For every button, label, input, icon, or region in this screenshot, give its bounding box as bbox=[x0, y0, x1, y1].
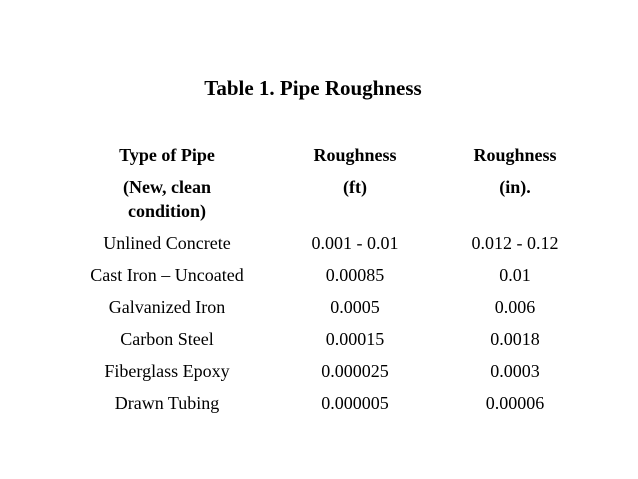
row-in-cell: 0.012 - 0.12 bbox=[471, 233, 559, 253]
row-type-cell: Drawn Tubing bbox=[114, 393, 220, 413]
header-roughness-in-line-1: Roughness bbox=[473, 145, 557, 165]
row-in-cell: 0.01 bbox=[499, 265, 531, 285]
header-roughness-ft-line-1: Roughness bbox=[313, 145, 397, 165]
row-in-cell: 0.0018 bbox=[490, 329, 540, 349]
row-type-cell: Galvanized Iron bbox=[108, 297, 226, 317]
header-type-line-1: Type of Pipe bbox=[119, 145, 215, 165]
row-ft-cell: 0.00015 bbox=[325, 329, 385, 349]
row-type-cell: Cast Iron – Uncoated bbox=[90, 265, 244, 285]
row-ft-cell: 0.0005 bbox=[330, 297, 380, 317]
row-in-cell: 0.006 bbox=[494, 297, 536, 317]
row-type-cell: Fiberglass Epoxy bbox=[104, 361, 230, 381]
row-in-cell: 0.00006 bbox=[485, 393, 545, 413]
header-roughness-in-line-2: (in). bbox=[499, 177, 531, 197]
header-roughness-ft-line-2: (ft) bbox=[343, 177, 367, 197]
table-title: Table 1. Pipe Roughness bbox=[204, 76, 422, 100]
header-type-line-2: (New, clean bbox=[123, 177, 211, 197]
row-ft-cell: 0.001 - 0.01 bbox=[311, 233, 399, 253]
row-type-cell: Carbon Steel bbox=[120, 329, 214, 349]
row-ft-cell: 0.000005 bbox=[321, 393, 389, 413]
row-ft-cell: 0.00085 bbox=[325, 265, 385, 285]
header-type-line-3: condition) bbox=[127, 201, 206, 221]
row-type-cell: Unlined Concrete bbox=[103, 233, 231, 253]
row-ft-cell: 0.000025 bbox=[321, 361, 389, 381]
row-in-cell: 0.0003 bbox=[490, 361, 540, 381]
